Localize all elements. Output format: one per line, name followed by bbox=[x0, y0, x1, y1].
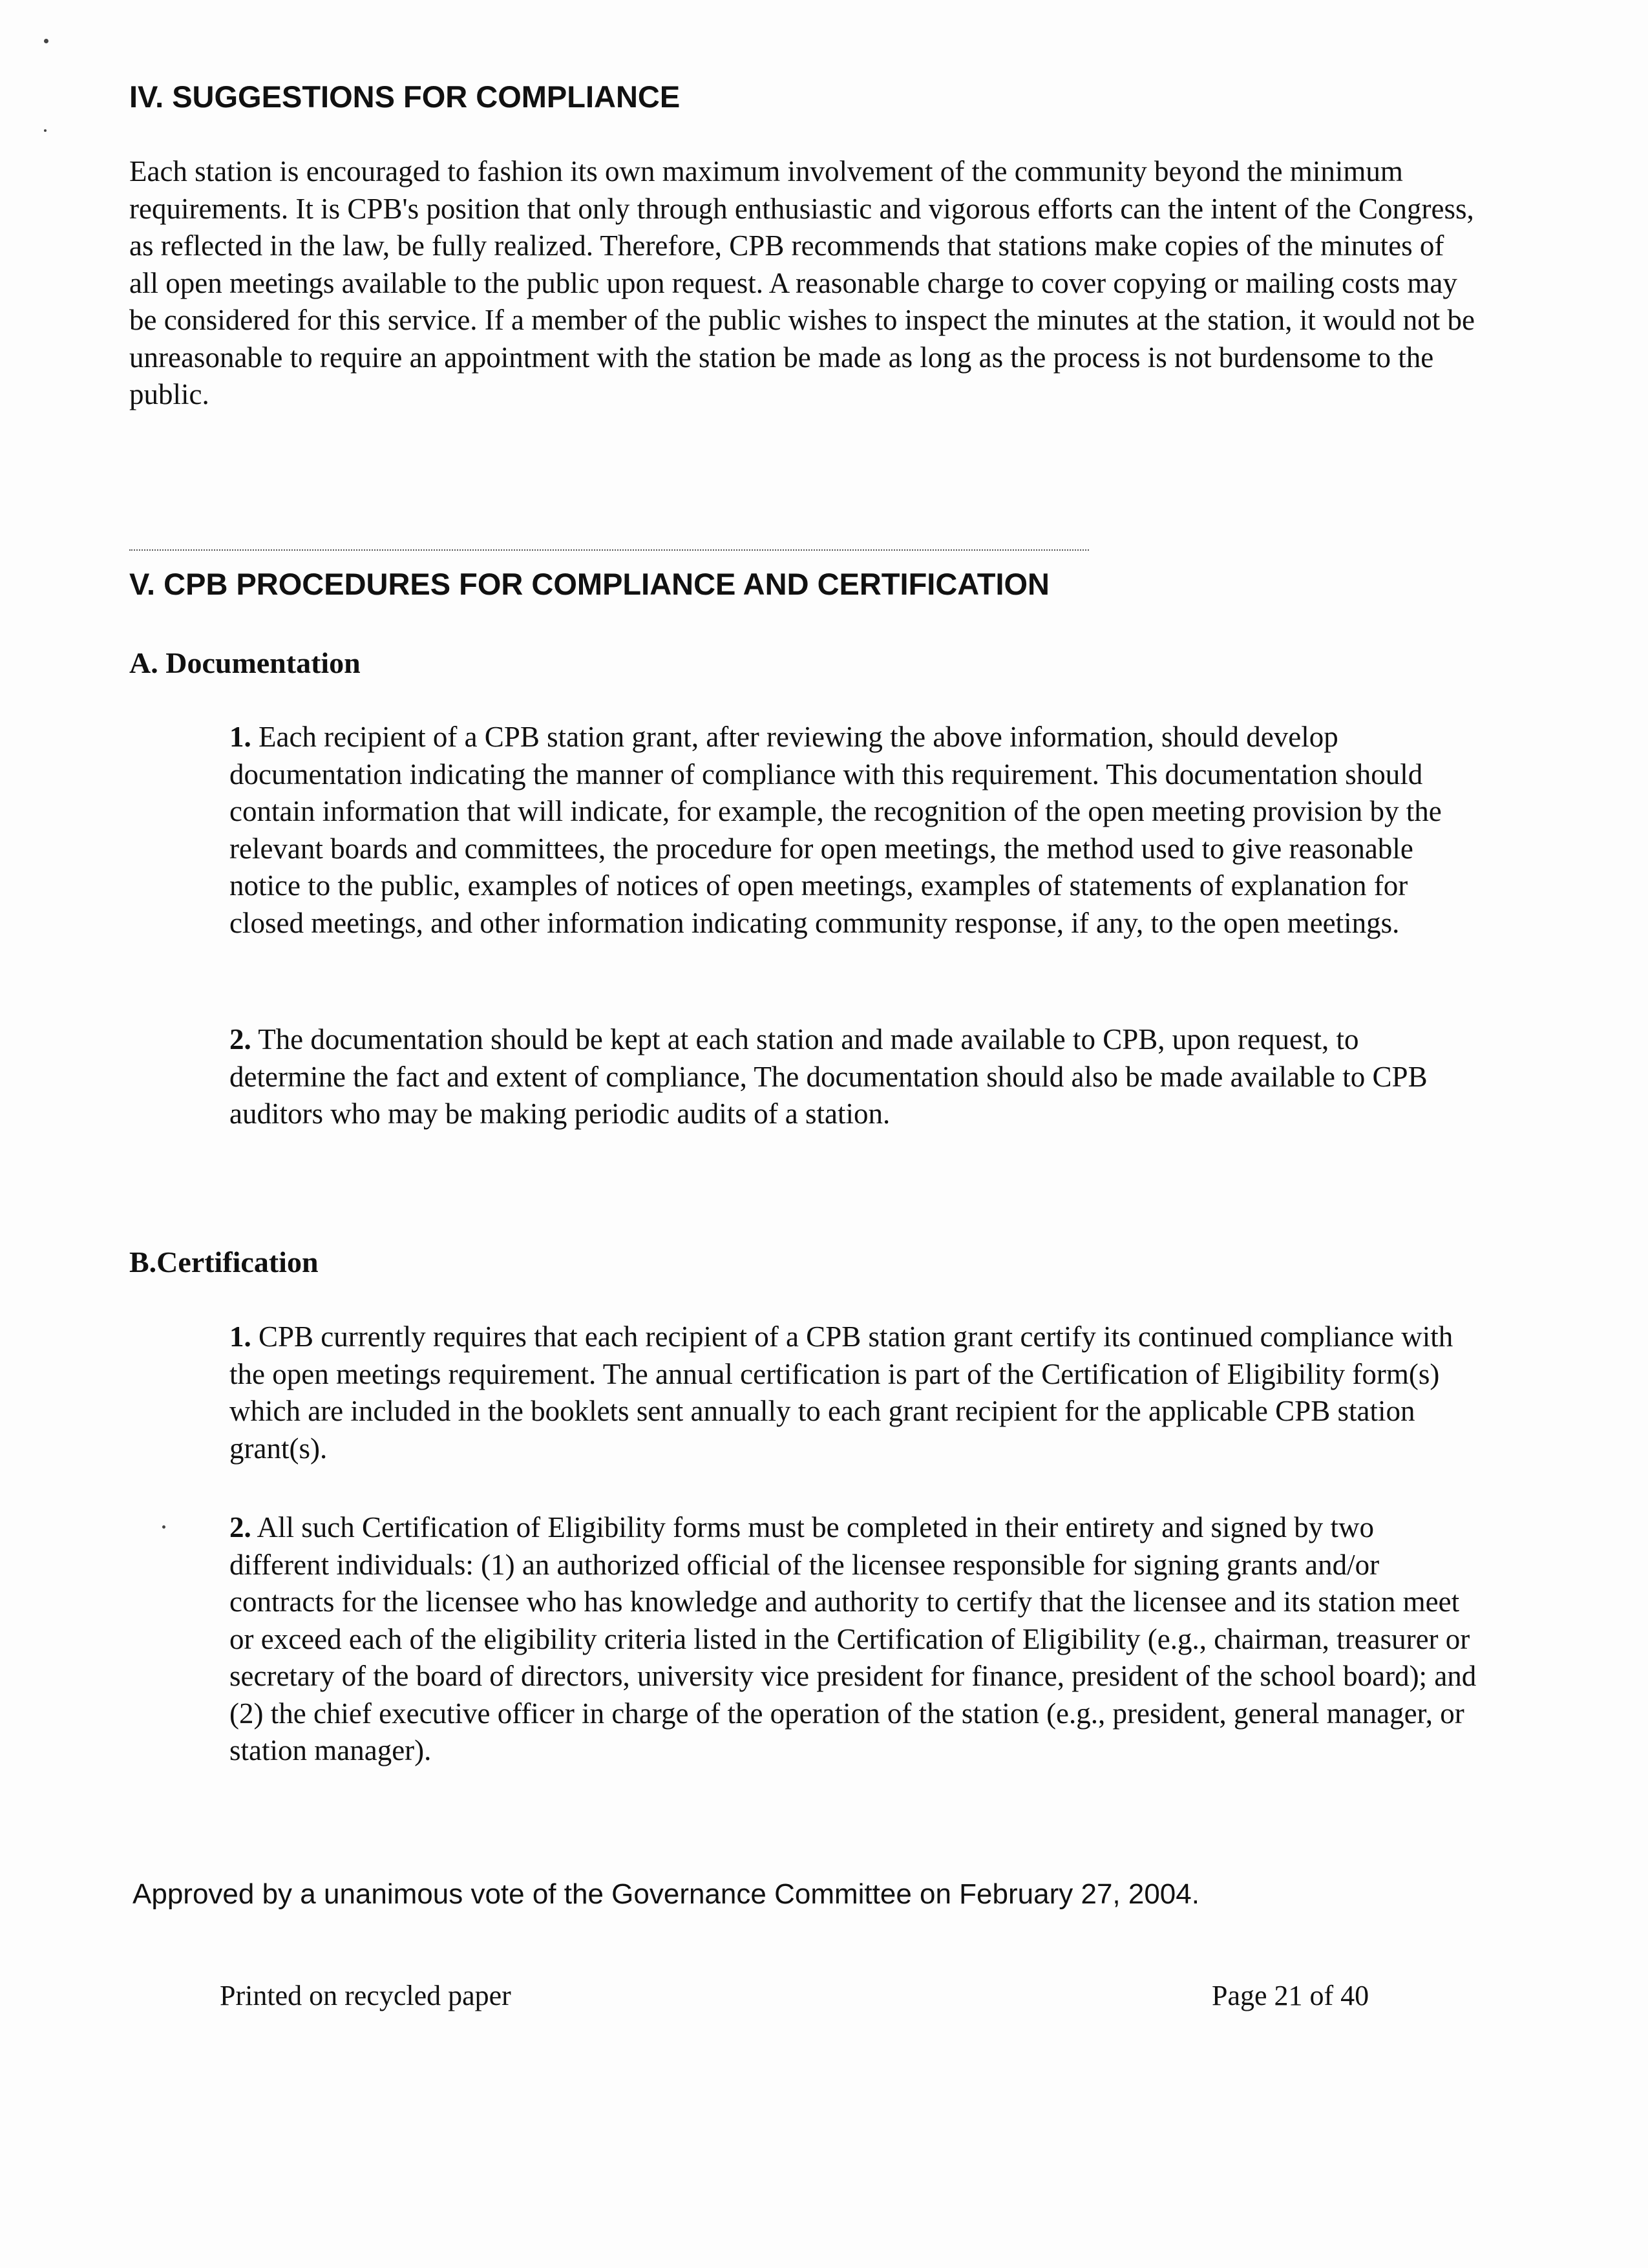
subsection-a-heading: A. Documentation bbox=[129, 646, 361, 679]
certification-item-1-text: CPB currently requires that each recipient of a CPB station grant certify its continued compliance with the open meetings requirement. The annual certification is part of the Certification of Eligibility form(s) which are included in the booklets sent annually to each grant recipient for the applicable CPB station grant(s). bbox=[229, 1320, 1453, 1465]
scan-speck bbox=[44, 129, 47, 132]
certification-item-2-number: 2. bbox=[229, 1511, 251, 1543]
scan-speck bbox=[44, 39, 48, 43]
certification-item-1-number: 1. bbox=[229, 1320, 251, 1353]
documentation-item-2-number: 2. bbox=[229, 1023, 251, 1055]
section-v-heading: V. CPB PROCEDURES FOR COMPLIANCE AND CERTIFICATION bbox=[129, 567, 1050, 601]
documentation-item-1 bbox=[229, 719, 1477, 942]
section-divider bbox=[129, 549, 1089, 551]
scan-speck bbox=[162, 1525, 165, 1529]
documentation-item-1-text: Each recipient of a CPB station grant, after reviewing the above information, should develop documentation indicating the manner of compliance with this requirement. This documentation should contain information that will indicate, for example, the recognition of the open meeting provision by the relevant boards and committees, the procedure for open meetings, the method used to give reasonable notice to the public, examples of notices of open meetings, examples of statements of explanation for closed meetings, and other information indicating community response, if any, to the open meetings. bbox=[229, 721, 1442, 939]
footer-recycled-note: Printed on recycled paper bbox=[220, 1980, 511, 2011]
section-iv-paragraph: Each station is encouraged to fashion its own maximum involvement of the community beyond the minimum requirements. It is CPB's position that only through enthusiastic and vigorous efforts can the intent of the Congress, as reflected in the law, be fully realized. Therefore, CPB recommends that stations make copies of the minutes of all open meetings available to the public upon request. A reasonable charge to cover copying or mailing costs may be considered for this service. If a member of the public wishes to inspect the minutes at the station, it would not be unreasonable to require an appointment with the station be made as long as the process is not burdensome to the public. bbox=[129, 155, 1475, 410]
section-iv-heading: IV. SUGGESTIONS FOR COMPLIANCE bbox=[129, 79, 681, 114]
certification-item-2 bbox=[229, 1509, 1477, 1770]
approval-statement: Approved by a unanimous vote of the Governance Committee on February 27, 2004. bbox=[132, 1878, 1199, 1910]
subsection-b-heading: B.Certification bbox=[129, 1245, 319, 1278]
documentation-item-1-number: 1. bbox=[229, 721, 251, 753]
certification-item-2-text: All such Certification of Eligibility forms must be completed in their entirety and signed by two different individuals: (1) an authorized official of the licensee responsible for signing grants and/or contracts for the licensee who has knowledge and authority to certify that the licensee and its station meet or exceed each of the eligibility criteria listed in the Certification of Eligibility (e.g., chairman, treasurer or secretary of the board of directors, university vice president for finance, president of the school board); and (2) the chief executive officer in charge of the operation of the station (e.g., president, general manager, or station manager). bbox=[229, 1511, 1477, 1766]
documentation-item-2-text: The documentation should be kept at each station and made available to CPB, upon request, to determine the fact and extent of compliance, The documentation should also be made available to CPB auditors who may be making periodic audits of a station. bbox=[229, 1023, 1428, 1130]
documentation-item-2 bbox=[229, 1021, 1477, 1133]
certification-item-1 bbox=[229, 1319, 1477, 1467]
footer-page-number: Page 21 of 40 bbox=[1212, 1980, 1369, 2011]
